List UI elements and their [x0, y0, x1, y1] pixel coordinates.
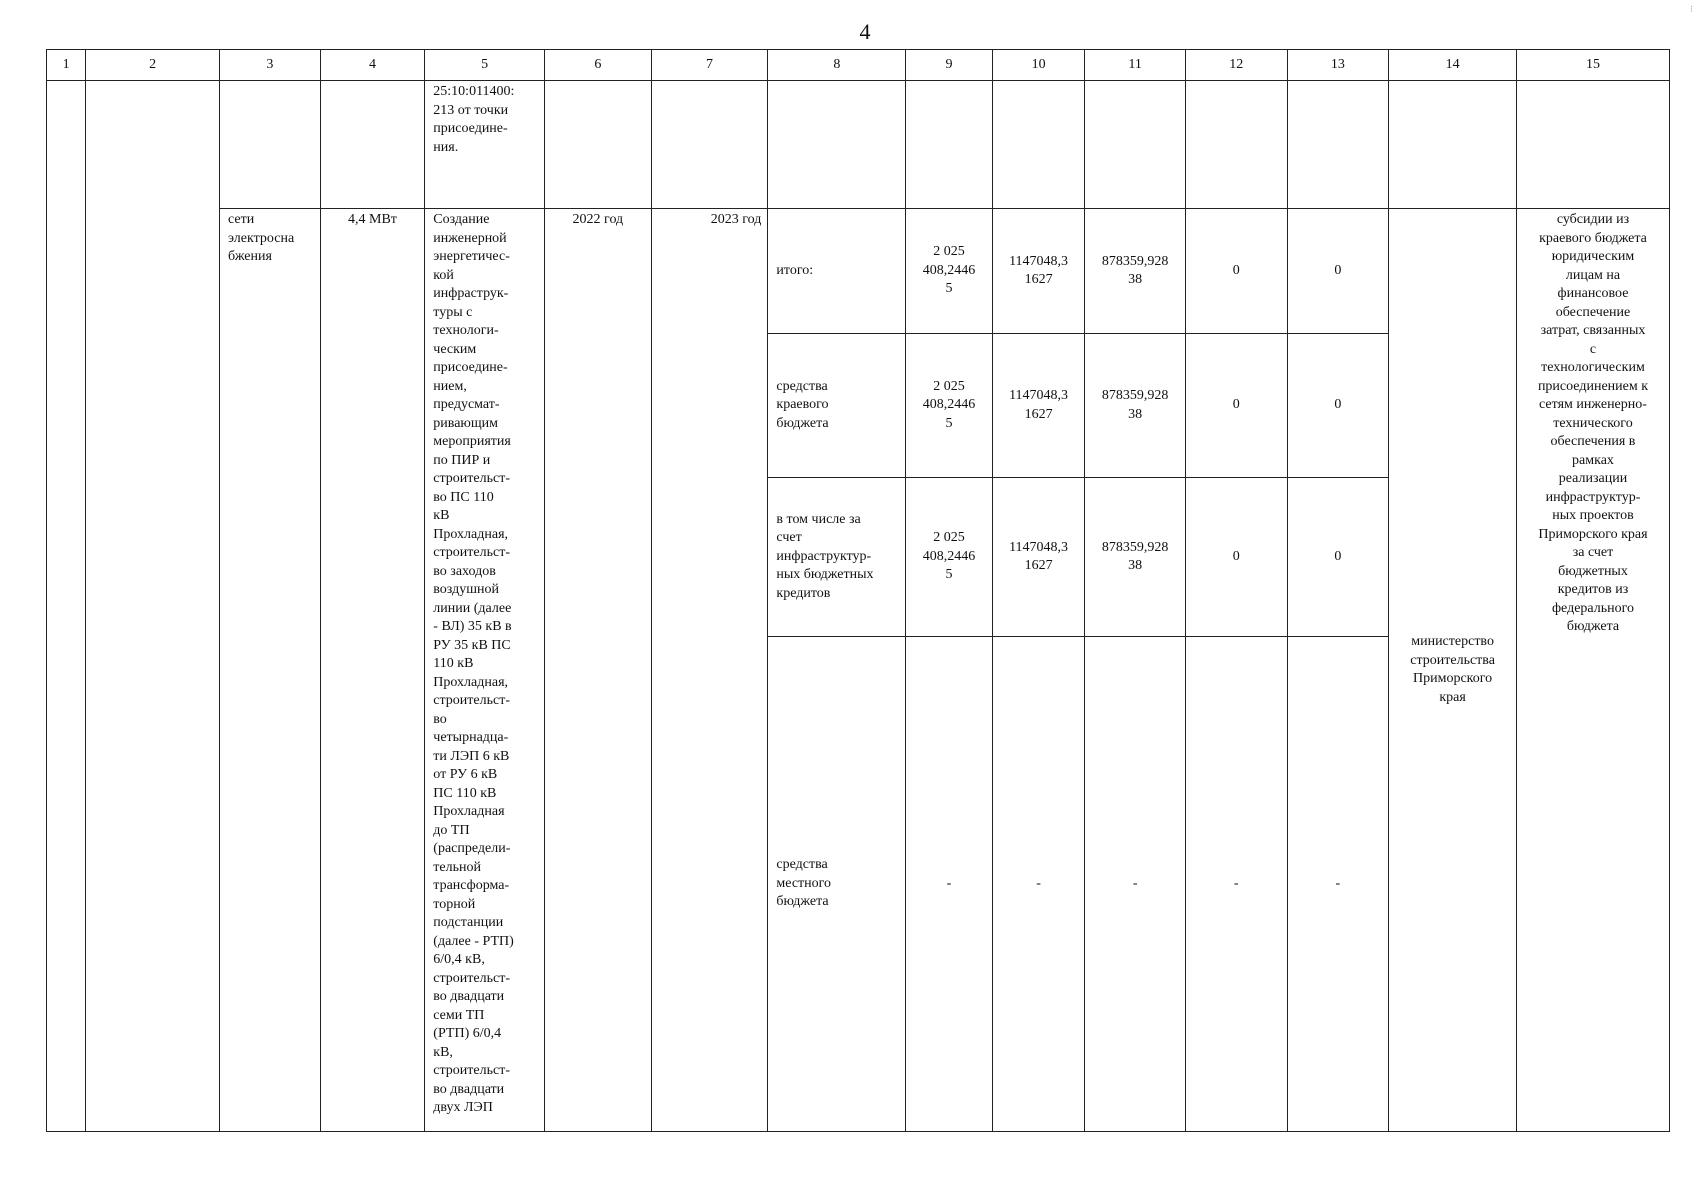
column-header: 4	[320, 50, 425, 81]
cell-notes: субсидии из краевого бюджета юридическим лицам на финансовое обеспечение затрат, связанных с технологическим присоединением к сетям инженерно- технического обеспечения в рамках реализации инфраструктур- ных проектов Приморского края за счет бюджетных кредитов из федерального бюджета	[1516, 209, 1669, 1132]
column-header: 13	[1287, 50, 1389, 81]
column-header: 15	[1516, 50, 1669, 81]
cell-value-col11: -	[1085, 637, 1186, 1132]
cell-value-col13: -	[1287, 637, 1389, 1132]
column-header: 14	[1389, 50, 1517, 81]
cell-empty	[1085, 81, 1186, 209]
cell-value-col12: 0	[1185, 209, 1287, 334]
cell-value-col10: 1147048,3 1627	[992, 209, 1085, 334]
cell-value-col10: 1147048,3 1627	[992, 478, 1085, 637]
cell-value-col9: 2 025 408,2446 5	[906, 478, 993, 637]
cell-empty	[1516, 81, 1669, 209]
column-header: 11	[1085, 50, 1186, 81]
column-header: 10	[992, 50, 1085, 81]
cell-empty	[320, 81, 425, 209]
cell-value-col11: 878359,928 38	[1085, 334, 1186, 478]
cell-funding-source: итого:	[768, 209, 906, 334]
cell-cadastral-continuation: 25:10:011400: 213 от точки присоедине- ния.	[425, 81, 545, 209]
column-header: 12	[1185, 50, 1287, 81]
cell-value-col13: 0	[1287, 209, 1389, 334]
cell-funding-source: в том числе за счет инфраструктур- ных бюджетных кредитов	[768, 478, 906, 637]
cell-empty	[906, 81, 993, 209]
cell-value-col13: 0	[1287, 334, 1389, 478]
column-header: 7	[651, 50, 768, 81]
cell-value-col10: -	[992, 637, 1085, 1132]
page-number: 4	[859, 19, 871, 44]
cell-value-col9: 2 025 408,2446 5	[906, 334, 993, 478]
cell-value-col9: -	[906, 637, 993, 1132]
cell-funding-source: средства краевого бюджета	[768, 334, 906, 478]
cell-value-col10: 1147048,3 1627	[992, 334, 1085, 478]
column-header: 6	[545, 50, 652, 81]
cell-empty	[47, 81, 86, 1132]
scan-corner-mark: ⁝	[1690, 4, 1693, 14]
cell-object-type: сети электросна бжения	[220, 209, 321, 1132]
cell-value-col11: 878359,928 38	[1085, 478, 1186, 637]
column-header: 3	[220, 50, 321, 81]
column-number-row	[47, 50, 1670, 81]
cell-start-year: 2022 год	[545, 209, 652, 1132]
cell-empty	[651, 81, 768, 209]
cell-value-col12: 0	[1185, 334, 1287, 478]
cell-empty	[220, 81, 321, 209]
cell-empty	[992, 81, 1085, 209]
cell-value-col12: 0	[1185, 478, 1287, 637]
cell-value-col13: 0	[1287, 478, 1389, 637]
cell-responsible: министерство строительства Приморского края	[1389, 209, 1517, 1132]
cell-empty	[1389, 81, 1517, 209]
column-header: 8	[768, 50, 906, 81]
cell-value-col11: 878359,928 38	[1085, 209, 1186, 334]
cell-value-col9: 2 025 408,2446 5	[906, 209, 993, 334]
cell-capacity: 4,4 МВт	[320, 209, 425, 1132]
column-header: 5	[425, 50, 545, 81]
cell-empty	[86, 81, 220, 1132]
cell-empty	[1185, 81, 1287, 209]
cell-end-year: 2023 год	[651, 209, 768, 1132]
table-row-continuation	[47, 81, 1670, 209]
cell-empty	[768, 81, 906, 209]
cell-funding-source: средства местного бюджета	[768, 637, 906, 1132]
cell-empty	[1287, 81, 1389, 209]
column-header: 1	[47, 50, 86, 81]
column-header: 2	[86, 50, 220, 81]
budget-table	[46, 49, 1670, 1132]
cell-empty	[545, 81, 652, 209]
table-row-total	[47, 209, 1670, 334]
column-header: 9	[906, 50, 993, 81]
cell-value-col12: -	[1185, 637, 1287, 1132]
cell-description: Создание инженерной энергетичес- кой инфраструк- туры с технологи- ческим присоедине- нием, предусмат- ривающим мероприятия по ПИР и строительст- во ПС 110 кВ Прохладная, строительст- во заходов воздушной линии (далее - ВЛ) 35 кВ в РУ 35 кВ ПС 110 кВ Прохладная, строительст- во четырнадца- ти ЛЭП 6 кВ от РУ 6 кВ ПС 110 кВ Прохладная до ТП (распредели- тельной трансформа- торной подстанции (далее - РТП) 6/0,4 кВ, строительст- во двадцати семи ТП (РТП) 6/0,4 кВ, строительст- во двадцати двух ЛЭП	[425, 209, 545, 1132]
